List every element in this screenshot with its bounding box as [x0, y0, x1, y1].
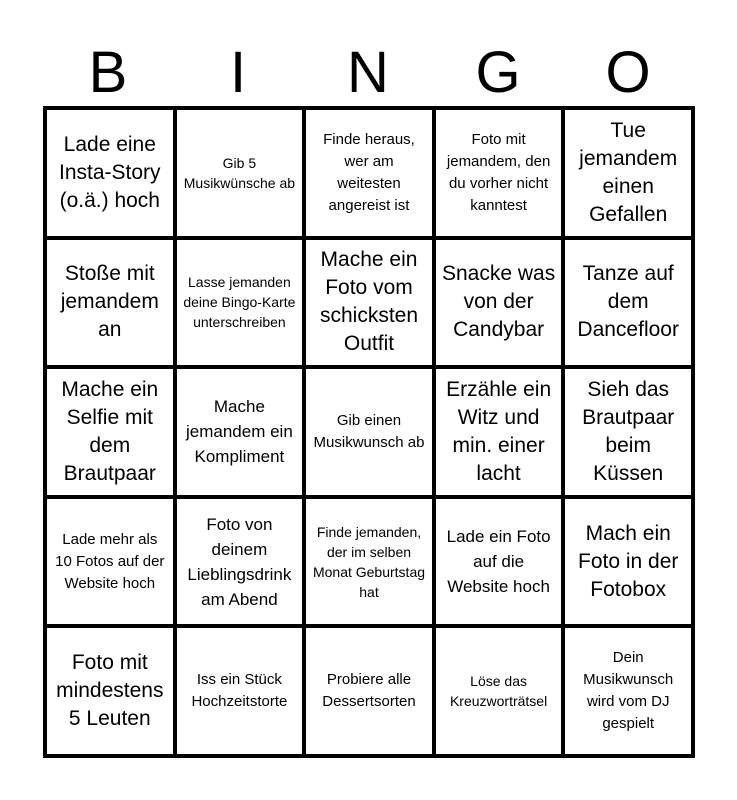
bingo-cell[interactable]	[175, 367, 305, 497]
cell-text: Mache ein Selfie mit dem Brautpaar	[61, 377, 159, 485]
bingo-cell[interactable]	[304, 108, 434, 238]
bingo-board	[43, 106, 695, 758]
bingo-cell[interactable]	[434, 367, 564, 497]
cell-text: Gib einen Musikwunsch ab	[313, 411, 425, 451]
bingo-cell[interactable]	[175, 108, 305, 238]
cell-text: Iss ein Stück Hochzeitstorte	[191, 671, 288, 711]
cell-text: Foto mit jemandem, den du vorher nicht kanntest	[446, 130, 551, 214]
cell-text: Stoße mit jemandem an	[60, 262, 159, 342]
bingo-cell[interactable]	[563, 367, 693, 497]
cell-text: Tue jemandem einen Gefallen	[579, 118, 678, 226]
bingo-cell[interactable]	[175, 497, 305, 627]
cell-text: Erzähle ein Witz und min. einer lacht	[446, 377, 552, 485]
cell-text: Mach ein Foto in der Fotobox	[578, 521, 679, 601]
header-letter-n: N	[347, 40, 389, 105]
cell-text: Snacke was von der Candybar	[441, 262, 556, 342]
cell-text: Lade ein Foto auf die Website hoch	[446, 527, 551, 597]
bingo-cell[interactable]	[434, 497, 564, 627]
bingo-cell[interactable]	[45, 238, 175, 368]
header-letter-o: O	[605, 40, 651, 105]
cell-text: Sieh das Brautpaar beim Küssen	[582, 377, 675, 485]
cell-text: Foto von deinem Lieblingsdrink am Abend	[187, 514, 292, 609]
cell-text: Dein Musikwunsch wird vom DJ gespielt	[583, 649, 674, 733]
bingo-cell[interactable]	[434, 108, 564, 238]
cell-text: Probiere alle Dessertsorten	[322, 671, 416, 711]
cell-text: Gib 5 Musikwünsche ab	[183, 154, 296, 191]
bingo-cell[interactable]	[563, 238, 693, 368]
cell-text: Mache jemandem ein Kompliment	[186, 397, 293, 467]
bingo-cell[interactable]	[304, 626, 434, 756]
cell-text: Lade mehr als 10 Fotos auf der Website hoch	[55, 530, 165, 592]
bingo-cell[interactable]	[45, 626, 175, 756]
header-letter-i: I	[229, 40, 247, 105]
bingo-cell[interactable]	[563, 626, 693, 756]
cell-text: Finde heraus, wer am weitesten angereist ist	[323, 130, 415, 214]
cell-text: Löse das Kreuzworträtsel	[449, 673, 548, 710]
bingo-cell[interactable]	[434, 238, 564, 368]
bingo-cell[interactable]	[434, 626, 564, 756]
bingo-cell[interactable]	[45, 497, 175, 627]
cell-text: Lade eine Insta-Story (o.ä.) hoch	[59, 132, 161, 212]
cell-text: Lasse jemanden deine Bingo-Karte unterschreiben	[183, 274, 296, 331]
bingo-cell[interactable]	[563, 497, 693, 627]
bingo-header	[43, 40, 693, 106]
cell-text: Foto mit mindestens 5 Leuten	[56, 651, 164, 731]
bingo-cell[interactable]	[563, 108, 693, 238]
bingo-cell[interactable]	[175, 238, 305, 368]
bingo-cell[interactable]	[304, 497, 434, 627]
cell-text: Finde jemanden, der im selben Monat Geburtstag hat	[312, 523, 426, 600]
cell-text: Tanze auf dem Dancefloor	[577, 262, 679, 342]
bingo-cell[interactable]	[175, 626, 305, 756]
header-letter-g: G	[475, 40, 521, 105]
header-letter-b: B	[88, 40, 128, 105]
bingo-cell[interactable]	[304, 367, 434, 497]
bingo-cell[interactable]	[304, 238, 434, 368]
bingo-cell[interactable]	[45, 367, 175, 497]
bingo-cell[interactable]	[45, 108, 175, 238]
cell-text: Mache ein Foto vom schicksten Outfit	[319, 248, 419, 356]
